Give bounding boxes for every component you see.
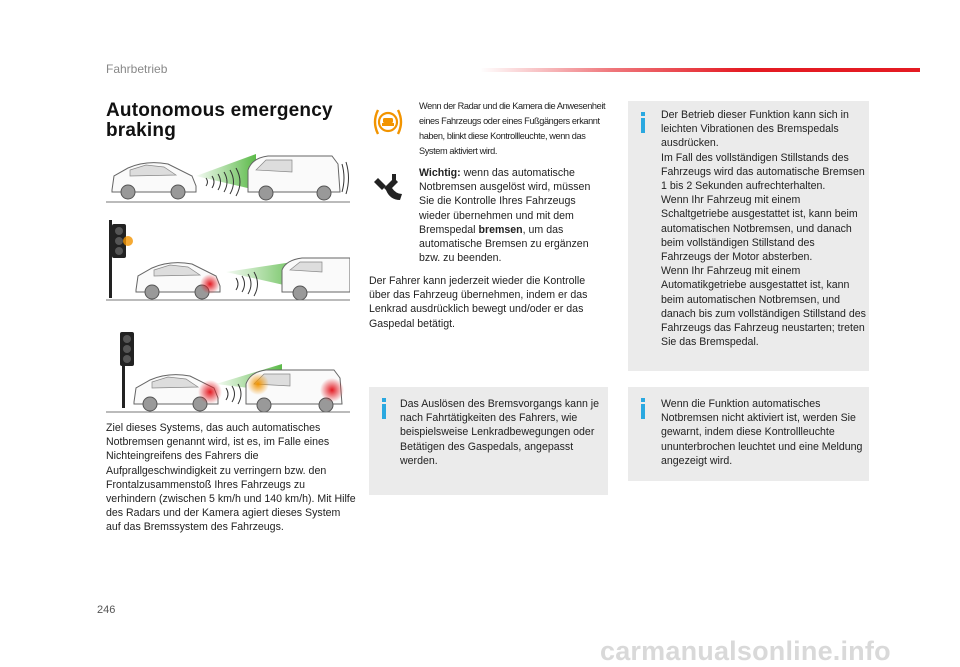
important-bold-word: bremsen	[478, 223, 523, 236]
car-icon	[134, 375, 222, 411]
important-label: Wichtig:	[419, 167, 461, 179]
goal-paragraph: Ziel dieses Systems, das auch automatisches Notbremsen genannt wird, ist es, im Falle eines Nichteingreifens des Fahrers die Aufprallgeschwindigkeit zu verringern bzw. den Frontalzusammenstoß Ihres Fahrzeugs zu verhindern (zwischen 5 km/h und 140 km/h). Mit Hilfe des Radars und der Kamera agiert dieses System auf das Bremssystem des Fahrzeugs.	[106, 422, 356, 534]
info-icon	[382, 404, 386, 419]
illustration-car-van	[106, 146, 350, 206]
info-icon	[641, 118, 645, 133]
info-box-not-active	[628, 387, 869, 481]
hand-tool-icon	[372, 170, 406, 204]
section-header: Fahrbetrieb	[106, 62, 168, 76]
traffic-light-icon	[109, 220, 133, 298]
driver-control-paragraph: Der Fahrer kann jederzeit wieder die Kontrolle über das Fahrzeug übernehmen, indem er das Lenkrad ausdrücklich bewegt und/oder er das Gaspedal betätigt.	[369, 275, 588, 330]
traffic-light-icon	[120, 332, 134, 408]
info-icon	[641, 404, 645, 419]
important-paragraph	[419, 166, 607, 265]
car-icon	[112, 163, 196, 199]
info-box-trigger-text: Das Auslösen des Bremsvorgangs kann je nach Fahrtätigkeiten des Fahrers, wie beispielsweise Lenkradbewegungen oder Betätigen des Gaspedals, angepasst werden.	[400, 398, 600, 467]
info-box-not-active-text: Wenn die Funktion automatisches Notbremsen nicht aktiviert ist, werden Sie gewarnt, indem diese Kontrollleuchte ununterbrochen leuchtet und eine Meldung angezeigt wird.	[661, 398, 863, 467]
info-box-trigger	[369, 387, 608, 495]
warning-lamp-icon	[370, 104, 406, 140]
page-title: Autonomous emergency braking	[106, 100, 333, 141]
important-text-2: , um das automatische Bremsen zu ergänzen bzw. zu beenden.	[419, 223, 589, 265]
illustration-traffic-light-van	[106, 216, 350, 302]
info-box-operation-text: Der Betrieb dieser Funktion kann sich in leichten Vibrationen des Bremspedals ausdrücken. Im Fall des vollständigen Stillstands des Fahrzeugs wird das automatische Bremsen 1 bis 2 Sekunden aufrechterhalten. Wenn Ihr Fahrzeug mit einem Schaltgetriebe ausgestattet ist, kann beim automatischen Notbremsen, und danach beim vollständigen Stillstand des Fahrzeugs der Motor absterben. Wenn Ihr Fahrzeug mit einem Automatikgetriebe ausgestattet ist, kann beim automatischen Notbremsen, und danach bis zum vollständigen Stillstand des Fahrzeugs das Fahrzeug neustarten; treten Sie das Bremspedal.	[661, 109, 866, 349]
car-icon	[136, 263, 220, 299]
van-icon	[246, 370, 344, 412]
watermark: carmanualsonline.info	[600, 636, 891, 666]
van-icon	[248, 156, 340, 200]
important-text-1: wenn das automatische Notbremsen ausgelöst wird, müssen Sie die Kontrolle Ihres Fahrzeugs wieder übernehmen und mit dem Bremspedal	[419, 167, 591, 236]
illustration-braking-van	[106, 330, 350, 414]
van-icon	[282, 258, 350, 300]
page-number: 246	[97, 604, 116, 616]
info-box-operation	[628, 101, 869, 371]
warning-lamp-note: Wenn der Radar und die Kamera die Anwesenheit eines Fahrzeugs oder eines Fußgängers erkannt haben, blinkt diese Kontrollleuchte, wenn das System aktiviert wird.	[419, 101, 606, 156]
header-accent-line	[480, 68, 920, 72]
